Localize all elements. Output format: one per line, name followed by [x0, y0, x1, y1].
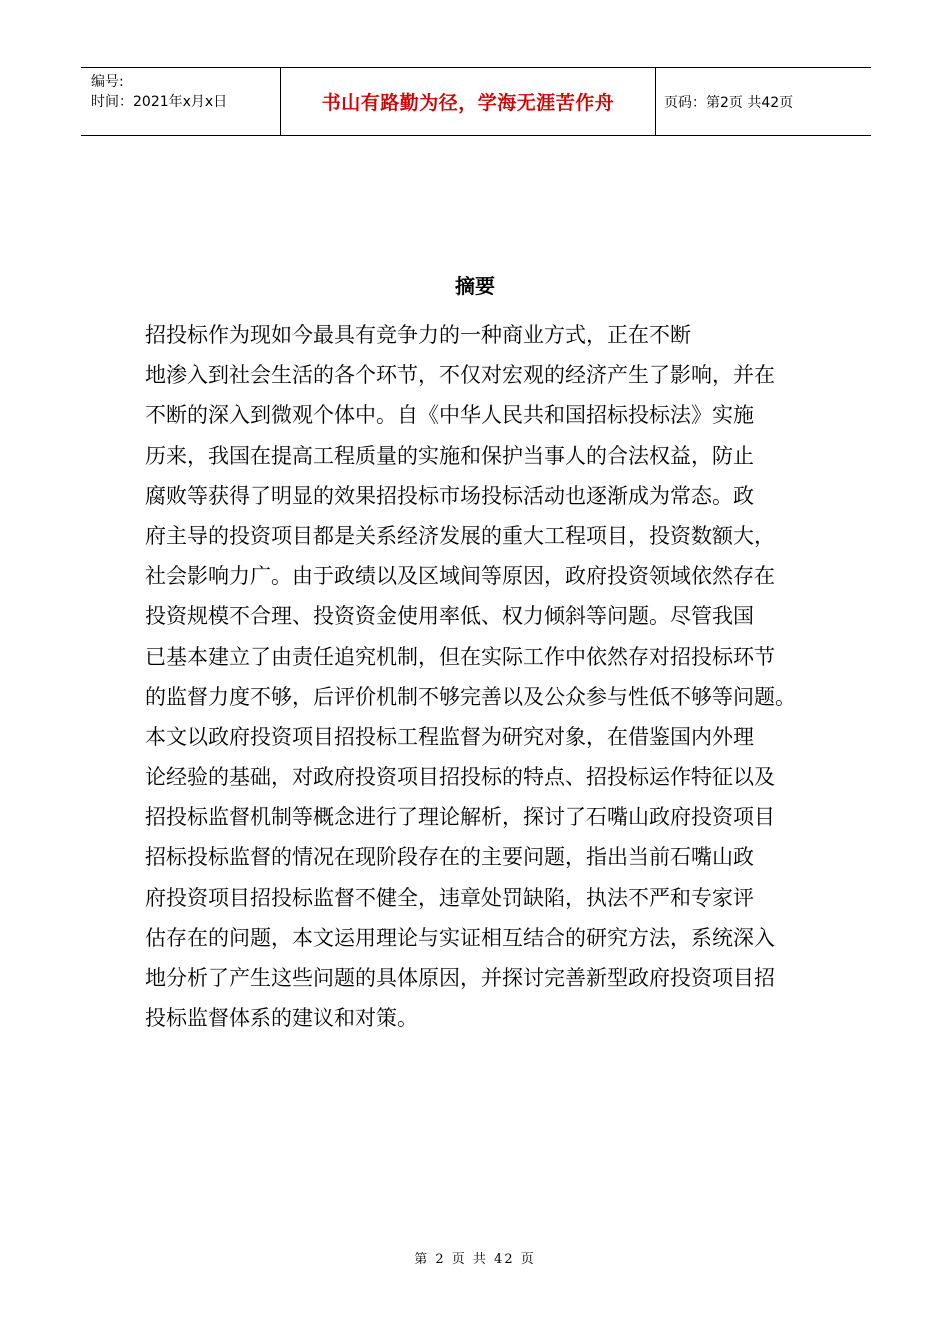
body-line: 地分析了产生这些问题的具体原因，并探讨完善新型政府投资项目招	[145, 966, 775, 990]
body-line: 府投资项目招投标监督不健全，违章处罚缺陷，执法不严和专家评	[145, 885, 754, 910]
body-line: 本文以政府投资项目招投标工程监督为研究对象，在借鉴国内外理	[145, 724, 754, 749]
body-line: 投标监督体系的建议和对策。	[145, 1006, 418, 1031]
header-meta-cell	[81, 68, 281, 135]
number-label: 编号:	[91, 74, 124, 90]
body-line: 已基本建立了由责任追究机制，但在实际工作中依然存对招投标环节	[145, 644, 775, 669]
abstract-body	[145, 315, 817, 1038]
body-line: 历来，我国在提高工程质量的实施和保护当事人的合法权益，防止	[145, 443, 754, 468]
header-page-info: 页码：第2页 共42页	[664, 94, 794, 111]
body-line: 投资规模不合理、投资资金使用率低、权力倾斜等问题。尽管我国	[145, 604, 754, 629]
body-line: 的监督力度不够，后评价机制不够完善以及公众参与性低不够等问题。	[145, 684, 796, 709]
page-footer: 第 2 页 共 42 页	[414, 1252, 536, 1267]
body-line: 地渗入到社会生活的各个环节，不仅对宏观的经济产生了影响，并在	[145, 363, 775, 388]
page-title: 摘要	[455, 274, 495, 298]
body-line: 估存在的问题，本文运用理论与实证相互结合的研究方法，系统深入	[145, 925, 775, 950]
body-line: 社会影响力广。由于政绩以及区域间等原因，政府投资领域依然存在	[145, 564, 775, 589]
date-label: 时间：2021年x月x日	[91, 94, 228, 110]
body-line: 论经验的基础，对政府投资项目招投标的特点、招投标运作特征以及	[145, 765, 775, 790]
body-line: 招投标作为现如今最具有竞争力的一种商业方式，正在不断	[145, 323, 691, 347]
body-line: 府主导的投资项目都是关系经济发展的重大工程项目，投资数额大，	[145, 523, 775, 548]
body-line: 招标投标监督的情况在现阶段存在的主要问题，指出当前石嘴山政	[145, 845, 754, 870]
header-motto: 书山有路勤为径，学海无涯苦作舟	[281, 68, 656, 135]
body-line: 招投标监督机制等概念进行了理论解析，探讨了石嘴山政府投资项目	[145, 805, 775, 830]
body-line: 腐败等获得了明显的效果招投标市场投标活动也逐渐成为常态。政	[145, 483, 754, 508]
body-line: 不断的深入到微观个体中。自《中华人民共和国招标投标法》实施	[145, 403, 754, 428]
document-header	[81, 67, 871, 136]
